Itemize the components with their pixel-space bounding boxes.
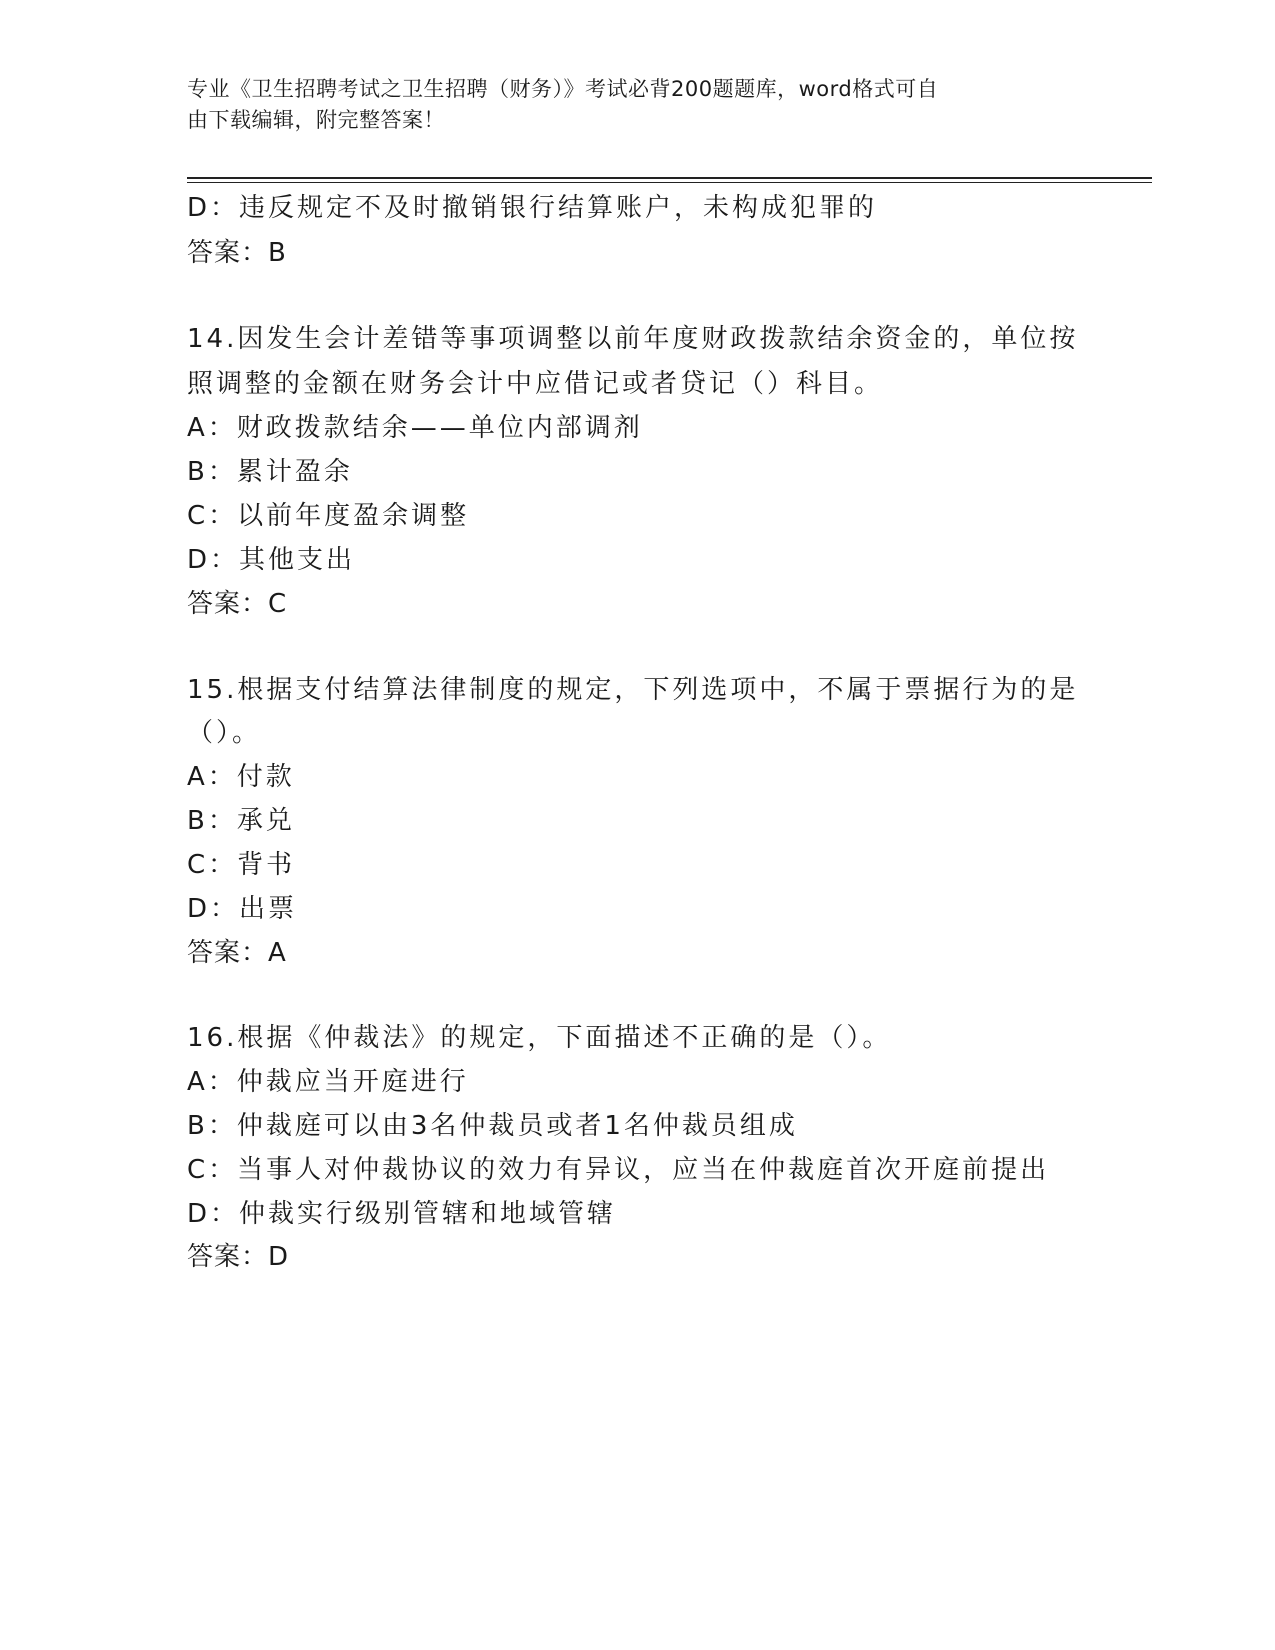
q15-option-d: D：出票 [187,894,298,924]
q16-option-b: B：仲裁庭可以由3名仲裁员或者1名仲裁员组成 [187,1111,798,1141]
q14-stem-line-2: 照调整的金额在财务会计中应借记或者贷记（）科目。 [187,369,884,399]
q16-option-c: C：当事人对仲裁协议的效力有异议，应当在仲裁庭首次开庭前提出 [187,1155,1050,1185]
q15-option-c: C：背书 [187,850,296,880]
q16-stem-line-1: 16.根据《仲裁法》的规定，下面描述不正确的是（）。 [187,1023,892,1053]
header-line-2: 由下载编辑，附完整答案！ [187,108,445,132]
q14-option-c: C：以前年度盈余调整 [187,501,470,531]
page-header [187,74,1067,136]
q16-option-a: A：仲裁应当开庭进行 [187,1067,469,1097]
q14-option-d: D：其他支出 [187,545,356,575]
q15-option-b: B：承兑 [187,806,295,836]
header-line-1: 专业《卫生招聘考试之卫生招聘（财务）》考试必背200题题库，word格式可自 [187,77,939,101]
q15-answer: 答案：A [187,938,287,968]
q15-stem-line-2: （）。 [187,718,262,748]
header-divider-thick [187,177,1152,179]
q13-option-d: D：违反规定不及时撤销银行结算账户，未构成犯罪的 [187,193,878,223]
q16-option-d: D：仲裁实行级别管辖和地域管辖 [187,1199,617,1229]
q15-option-a: A：付款 [187,762,295,792]
q13-answer: 答案：B [187,238,287,268]
q15-stem-line-1: 15.根据支付结算法律制度的规定，下列选项中，不属于票据行为的是 [187,675,1079,705]
q14-stem-line-1: 14.因发生会计差错等事项调整以前年度财政拨款结余资金的，单位按 [187,324,1079,354]
header-divider-thin [187,182,1152,183]
q14-option-a: A：财政拨款结余——单位内部调剂 [187,413,643,443]
q16-answer: 答案：D [187,1242,290,1272]
q14-option-b: B：累计盈余 [187,457,353,487]
q14-answer: 答案：C [187,589,288,619]
